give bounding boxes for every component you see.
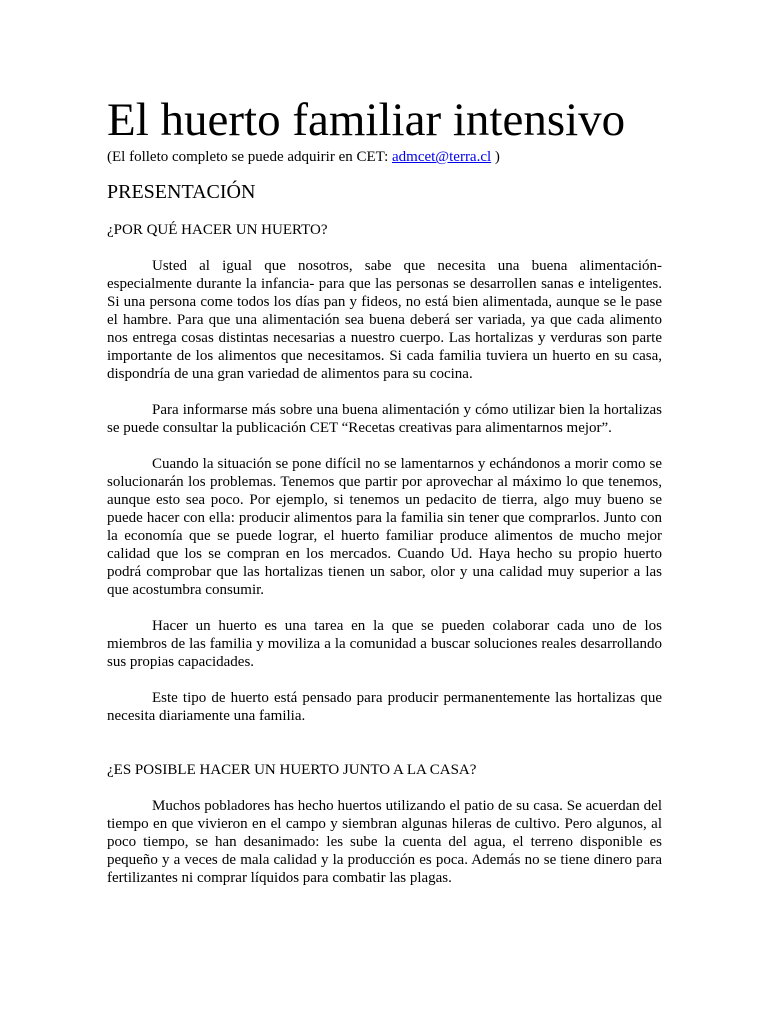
document-subtitle <box>107 148 662 166</box>
subtitle-prefix: (El folleto completo se puede adquirir en CET: <box>107 149 392 165</box>
paragraph: Muchos pobladores has hecho huertos utilizando el patio de su casa. Se acuerdan del tiempo en que vivieron en el campo y siembran algunas hileras de cultivo. Pero algunos, al poco tiempo, se han desanimado: les sube la cuenta del agua, el terreno disponible es pequeño y a veces de mala calidad y la producción es poca. Además no se tiene dinero para fertilizantes ni comprar líquidos para combatir las plagas. <box>107 798 662 886</box>
paragraph: Cuando la situación se pone difícil no se lamentarnos y echándonos a morir como se solucionarán los problemas. Tenemos que partir por aprovechar al máximo lo que tenemos, aunque esto sea poco. Por ejemplo, si tenemos un pedacito de tierra, algo muy bueno se puede hacer con ella: producir alimentos para la familia sin tener que comprarlos. Junto con la economía que se puede lograr, el huerto familiar produce alimentos de mucho mejor calidad que los se compran en los mercados. Cuando Ud. Haya hecho su propio huerto podrá comprobar que las hortalizas tienen un sabor, olor y una calidad muy superior a las que acostumbra consumir. <box>107 456 662 598</box>
question-heading-2: ¿ES POSIBLE HACER UN HUERTO JUNTO A LA CASA? <box>107 762 477 778</box>
section-heading: PRESENTACIÓN <box>107 181 256 203</box>
paragraph: Este tipo de huerto está pensado para producir permanentemente las hortalizas que necesita diariamente una familia. <box>107 690 662 724</box>
paragraph: Usted al igual que nosotros, sabe que necesita una buena alimentación- especialmente durante la infancia- para que las personas se desarrollen sanas e inteligentes. Si una persona come todos los días pan y fideos, no está bien alimentada, aunque se le pase el hambre. Para que una alimentación sea buena deberá ser variada, ya que cada alimento nos entrega cosas distintas necesarias a nuestro cuerpo. Las hortalizas y verduras son parte importante de los alimentos que necesitamos. Si cada familia tuviera un huerto en su casa, dispondría de una gran variedad de alimentos para su cocina. <box>107 258 662 382</box>
document-page <box>107 92 662 887</box>
subtitle-suffix: ) <box>491 149 500 165</box>
document-title: El huerto familiar intensivo <box>107 94 626 146</box>
paragraph: Para informarse más sobre una buena alimentación y cómo utilizar bien la hortalizas se puede consultar la publicación CET “Recetas creativas para alimentarnos mejor”. <box>107 402 662 436</box>
paragraph: Hacer un huerto es una tarea en la que se pueden colaborar cada uno de los miembros de las familia y moviliza a la comunidad a buscar soluciones reales desarrollando sus propias capacidades. <box>107 618 662 670</box>
email-link[interactable]: admcet@terra.cl <box>392 149 492 165</box>
question-heading-1: ¿POR QUÉ HACER UN HUERTO? <box>107 222 328 238</box>
